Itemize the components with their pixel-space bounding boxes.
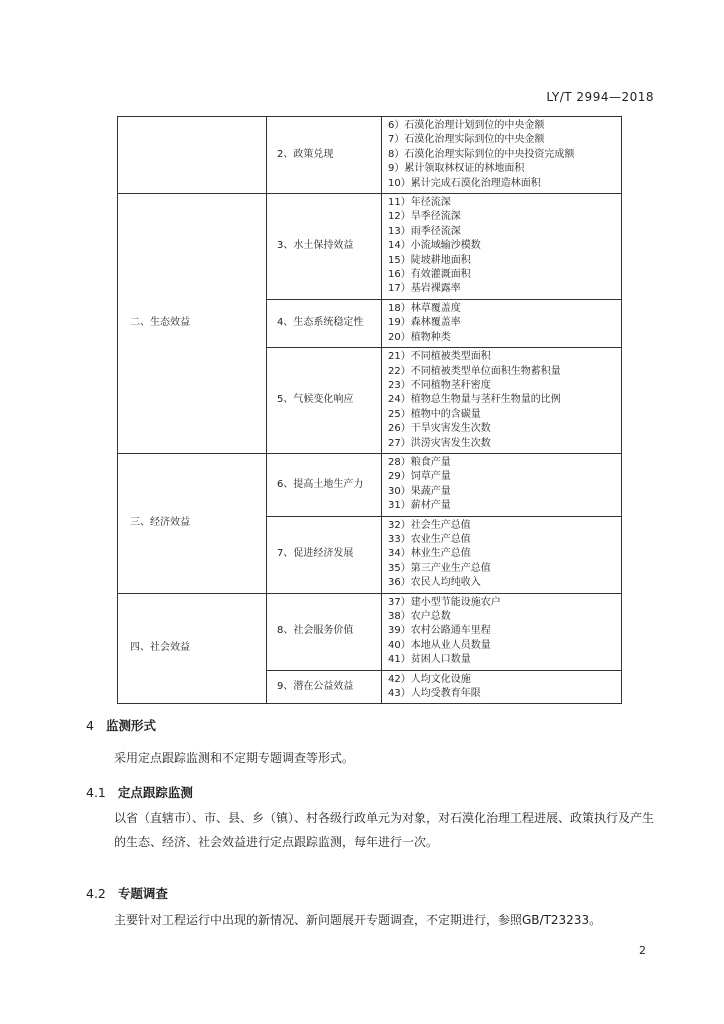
section-title: 定点跟踪监测 — [117, 785, 193, 800]
indicator-item: 14）小流域输沙模数 — [388, 240, 481, 252]
section-title: 监测形式 — [105, 718, 156, 733]
paragraph: 主要针对工程运行中出现的新情况、新问题展开专题调查，不定期进行，参照GB/T23233。 — [114, 913, 602, 927]
indicator-list-cell — [382, 516, 622, 593]
category-cell: 四、社会效益 — [118, 593, 267, 704]
indicator-list-cell — [382, 299, 622, 347]
paragraph: 采用定点跟踪监测和不定期专题调查等形式。 — [114, 751, 355, 765]
indicator-item: 22）不同植被类型单位面积生物蓄积量 — [388, 365, 561, 377]
indicator-item: 42）人均文化设施 — [388, 673, 471, 685]
indicator-item: 25）植物中的含碳量 — [388, 408, 481, 420]
indicator-list-cell — [382, 670, 622, 704]
indicator-item: 28）粮食产量 — [388, 456, 451, 468]
paragraph: 以省（直辖市）、市、县、乡（镇）、村各级行政单元为对象，对石漠化治理工程进展、政策执行及产生的生态、经济、社会效益进行定点跟踪监测，每年进行一次。 — [114, 811, 655, 849]
table-row — [118, 117, 622, 194]
indicator-item: 8）石漠化治理实际到位的中央投资完成额 — [388, 148, 575, 160]
indicator-list-cell — [382, 453, 622, 516]
indicator-item: 13）雨季径流深 — [388, 225, 461, 237]
indicator-item: 36）农民人均纯收入 — [388, 577, 481, 589]
indicator-item: 40）本地从业人员数量 — [388, 639, 491, 651]
table-row — [118, 453, 622, 516]
indicator-item: 7）石漠化治理实际到位的中央金额 — [388, 134, 545, 146]
indicator-item: 16）有效灌溉面积 — [388, 269, 471, 281]
subcategory-cell: 2、政策兑现 — [267, 117, 382, 194]
subcategory-cell: 7、促进经济发展 — [267, 516, 382, 593]
subcategory-cell: 3、水土保持效益 — [267, 194, 382, 300]
indicator-list-cell — [382, 348, 622, 454]
section-4-1-body — [90, 806, 656, 854]
category-cell: 三、经济效益 — [118, 453, 267, 593]
subcategory-cell: 6、提高土地生产力 — [267, 453, 382, 516]
indicator-item: 39）农村公路通车里程 — [388, 625, 491, 637]
indicator-list-cell — [382, 194, 622, 300]
indicator-item: 6）石漠化治理计划到位的中央金额 — [388, 120, 545, 131]
indicator-table — [117, 116, 622, 704]
indicator-item: 33）农业生产总值 — [388, 533, 471, 545]
subcategory-cell: 8、社会服务价值 — [267, 593, 382, 670]
subcategory-cell: 5、气候变化响应 — [267, 348, 382, 454]
indicator-item: 11）年径流深 — [388, 197, 451, 209]
category-cell — [118, 117, 267, 194]
indicator-item: 18）林草覆盖度 — [388, 302, 461, 314]
standard-code: LY/T 2994—2018 — [546, 90, 654, 104]
section-number: 4.1 — [86, 785, 106, 800]
indicator-item: 35）第三产业生产总值 — [388, 562, 491, 574]
indicator-item: 21）不同植被类型面积 — [388, 351, 491, 363]
section-number: 4.2 — [86, 886, 106, 901]
indicator-item: 19）森林覆盖率 — [388, 317, 461, 329]
section-4-heading — [86, 716, 156, 734]
indicator-item: 20）植物种类 — [388, 331, 451, 343]
indicator-item: 32）社会生产总值 — [388, 519, 471, 531]
indicator-item: 41）贫困人口数量 — [388, 654, 471, 666]
indicator-item: 34）林业生产总值 — [388, 548, 471, 560]
subcategory-cell: 4、生态系统稳定性 — [267, 299, 382, 347]
table-row — [118, 194, 622, 300]
indicator-item: 17）基岩裸露率 — [388, 283, 461, 295]
indicator-item: 29）饲草产量 — [388, 471, 451, 483]
section-title: 专题调查 — [117, 886, 168, 901]
indicator-item: 10）累计完成石漠化治理造林面积 — [388, 177, 541, 189]
indicator-item: 37）建小型节能设施农户 — [388, 596, 501, 608]
section-4-2-body — [90, 908, 656, 932]
section-number: 4 — [86, 718, 94, 733]
indicator-item: 15）陡坡耕地面积 — [388, 254, 471, 266]
indicator-item: 9）累计领取林权证的林地面积 — [388, 163, 525, 175]
table-row — [118, 593, 622, 670]
indicator-item: 31）薪材产量 — [388, 500, 451, 512]
indicator-item: 27）洪涝灾害发生次数 — [388, 437, 491, 449]
indicator-item: 30）果蔬产量 — [388, 485, 451, 497]
page-number: 2 — [639, 944, 646, 957]
indicator-item: 26）干旱灾害发生次数 — [388, 423, 491, 435]
indicator-item: 23）不同植物茎秆密度 — [388, 379, 491, 391]
indicator-item: 38）农户总数 — [388, 611, 451, 622]
section-4-1-heading — [86, 783, 193, 801]
section-4-2-heading — [86, 884, 168, 902]
indicator-item: 24）植物总生物量与茎秆生物量的比例 — [388, 394, 561, 406]
indicator-item: 43）人均受教育年限 — [388, 688, 481, 700]
category-cell: 二、生态效益 — [118, 194, 267, 454]
subcategory-cell: 9、潜在公益效益 — [267, 670, 382, 704]
indicator-item: 12）旱季径流深 — [388, 211, 461, 223]
section-4-body — [90, 746, 656, 770]
indicator-list-cell — [382, 593, 622, 670]
indicator-list-cell — [382, 117, 622, 194]
